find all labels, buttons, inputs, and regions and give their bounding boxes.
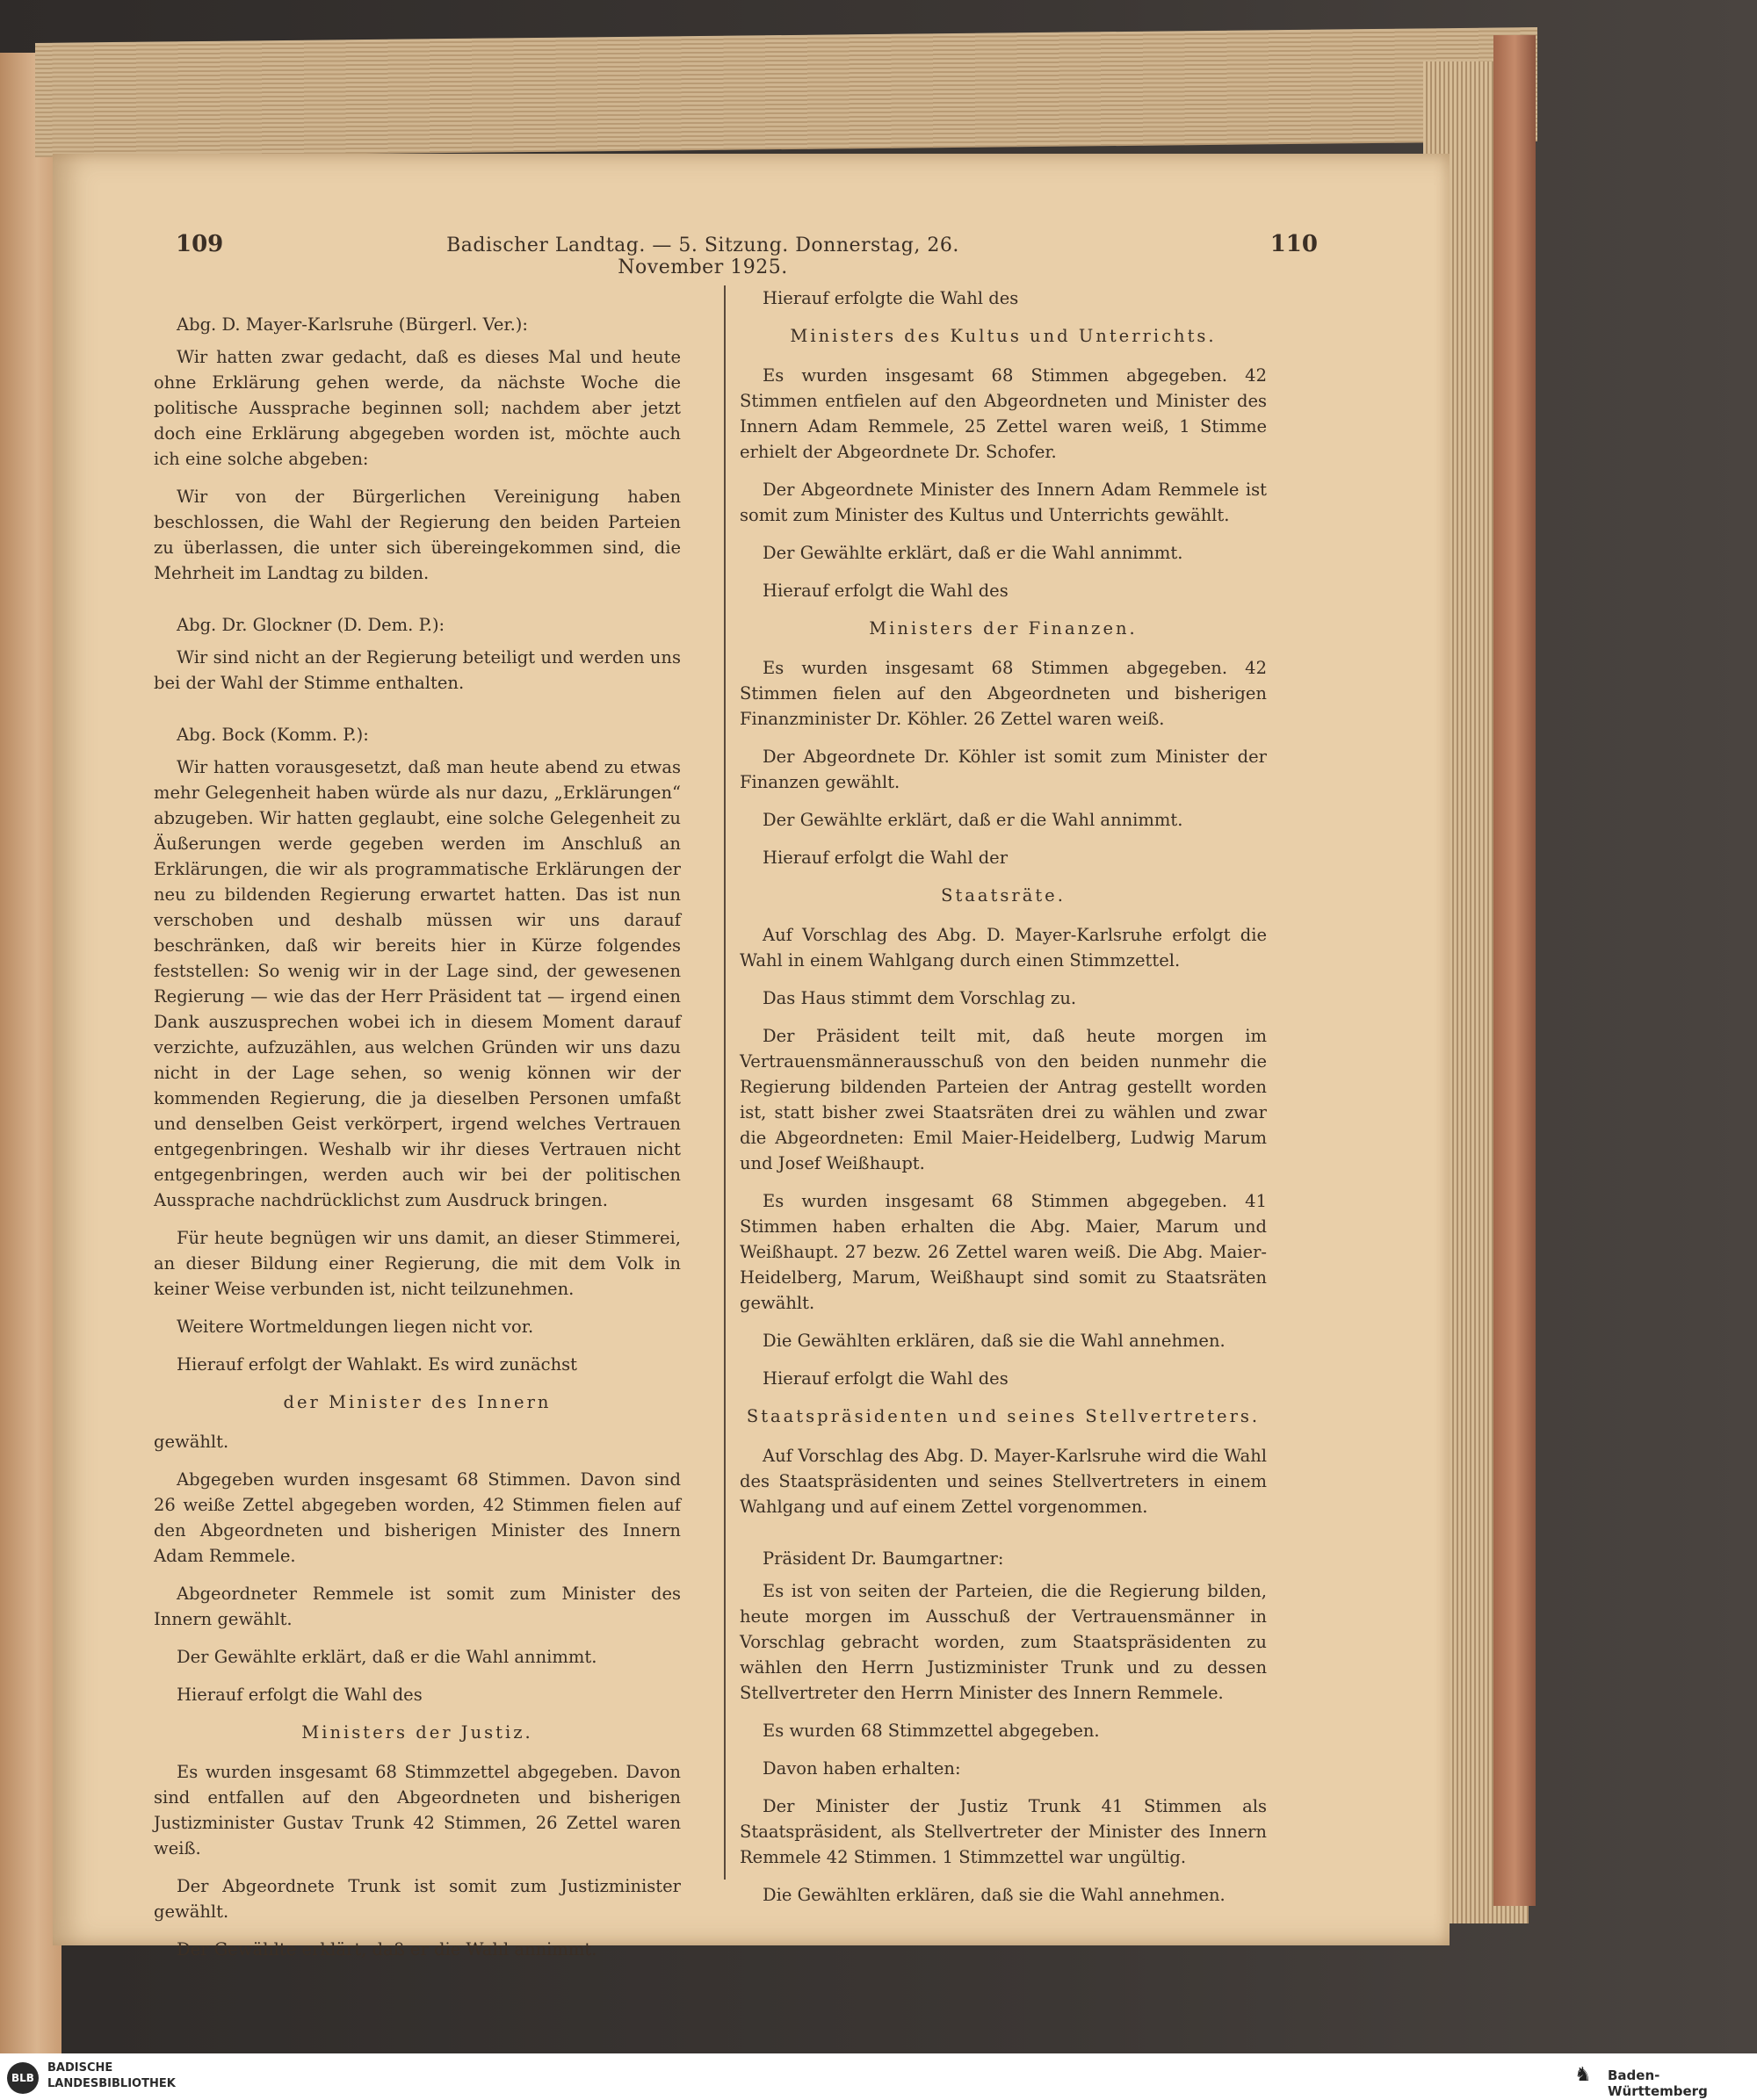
right-center: Ministers des Kultus und Unterrichts. xyxy=(790,326,1217,346)
right-para: Der Gewählte erklärt, daß er die Wahl annimmt. xyxy=(763,810,1183,830)
library-name[interactable] xyxy=(47,2060,176,2092)
left-para: Der Gewählte erklärt, daß er die Wahl annimmt. xyxy=(177,1647,597,1667)
right-para: Davon haben erhalten: xyxy=(763,1758,961,1779)
left-para: Wir von der Bürgerlichen Vereinigung haben beschlossen, die Wahl der Regierung den beiden Parteien zu überlassen, die unter sich übereingekommen sind, die Mehrheit im Landtag zu bilden. xyxy=(154,487,681,583)
right-para: Hierauf erfolgt die Wahl der xyxy=(763,848,1009,868)
left-para: Weitere Wortmeldungen liegen nicht vor. xyxy=(177,1317,534,1337)
left-para: Für heute begnügen wir uns damit, an dieser Stimmerei, an dieser Bildung einer Regierung, die mit dem Volk in keiner Weise verbunden ist, nicht teilzunehmen. xyxy=(154,1228,681,1299)
left-para: Es wurden insgesamt 68 Stimmzettel abgegeben. Davon sind entfallen auf den Abgeordneten und bisherigen Justizminister Gustav Trunk 42 Stimmen, 26 Zettel waren weiß. xyxy=(154,1762,681,1858)
right-para: Hierauf erfolgt die Wahl des xyxy=(763,581,1009,601)
left-para: Wir sind nicht an der Regierung beteiligt und werden uns bei der Wahl der Stimme enthalten. xyxy=(154,647,681,693)
right-para: Der Minister der Justiz Trunk 41 Stimmen als Staatspräsident, als Stellvertreter der Minister des Innern Remmele 42 Stimmen. 1 Stimmzettel war ungültig. xyxy=(740,1796,1267,1867)
state-crest-icon: ♞ xyxy=(1574,2064,1592,2086)
right-para: Der Präsident teilt mit, daß heute morgen im Vertrauensmännerausschuß von den beiden nunmehr die Regierung bildenden Parteien der Antrag gestellt worden ist, statt bisher zwei Staatsräten drei zu wählen und zwar die Abgeordneten: Emil Maier-Heidelberg, Ludwig Marum und Josef Weißhaupt. xyxy=(740,1026,1267,1173)
left-para: Wir hatten zwar gedacht, daß es dieses Mal und heute ohne Erklärung gehen werde, da nächste Woche die politische Aussprache beginnen soll; nachdem aber jetzt doch eine Erklärung abgegeben worden ist, möchte auch ich eine solche abgeben: xyxy=(154,347,681,469)
left-plain: gewählt. xyxy=(154,1432,229,1452)
left-para: Wir hatten vorausgesetzt, daß man heute abend zu etwas mehr Gelegenheit haben würde als nur dazu, „Erklärungen“ abzugeben. Wir hatten geglaubt, eine solche Gelegenheit zu Äußerungen werde gegeben werden im Anschluß an Erklärungen, die wir als programmatische Erklärungen der neu zu bildenden Regierung erwartet hatten. Das ist nun verschoben und deshalb müssen wir uns darauf beschränken, daß wir bereits hier in Kürze folgendes feststellen: So wenig wir in der Lage sind, der gewesenen Regierung — wie das der Herr Präsident tat — irgend einen Dank auszusprechen wobei ich in diesem Moment darauf verzichte, aufzuzählen, aus welchen Gründen wir uns dazu nicht in der Lage sehen, so wenig können wir der kommenden Regierung, die ja dieselben Personen umfaßt und denselben Geist verkörpert, irgend welches Vertrauen entgegenbringen. Weshalb wir ihr dieses Vertrauen nicht entgegenbringen, werden auch wir bei der politischen Aussprache nachdrücklichst zum Ausdruck bringen. xyxy=(154,757,681,1210)
page-number-right: 110 xyxy=(1269,231,1318,257)
left-speaker: Abg. D. Mayer-Karlsruhe (Bürgerl. Ver.): xyxy=(177,314,528,335)
left-speaker: Abg. Dr. Glockner (D. Dem. P.): xyxy=(177,615,445,635)
right-para: Es wurden 68 Stimmzettel abgegeben. xyxy=(763,1721,1100,1741)
right-para: Es ist von seiten der Parteien, die die Regierung bilden, heute morgen im Ausschuß der Vertrauensmänner in Vorschlag gebracht worden, zum Staatspräsidenten zu wählen den Herrn Justizminister Trunk und zu dessen Stellvertreter den Herrn Minister des Innern Remmele. xyxy=(740,1581,1267,1703)
left-para: Abgegeben wurden insgesamt 68 Stimmen. Davon sind 26 weiße Zettel abgegeben worden, 42 Stimmen fielen auf den Abgeordneten und bisherigen Minister des Innern Adam Remmele. xyxy=(154,1469,681,1566)
right-para: Die Gewählten erklären, daß sie die Wahl annehmen. xyxy=(763,1331,1226,1351)
left-column xyxy=(154,285,681,1974)
blb-logo[interactable]: BLB xyxy=(7,2062,39,2094)
running-title: Badischer Landtag. — 5. Sitzung. Donnerstag, 26. November 1925. xyxy=(446,235,959,278)
left-para: Der Abgeordnete Trunk ist somit zum Justizminister gewählt. xyxy=(154,1876,681,1922)
left-para: Hierauf erfolgt der Wahlakt. Es wird zunächst xyxy=(177,1354,577,1375)
right-para: Auf Vorschlag des Abg. D. Mayer-Karlsruhe erfolgt die Wahl in einem Wahlgang durch einen Stimmzettel. xyxy=(740,925,1267,971)
left-center: der Minister des Innern xyxy=(283,1392,552,1412)
page-edges-top xyxy=(35,27,1537,157)
library-name-line2: LANDESBIBLIOTHEK xyxy=(47,2077,176,2090)
left-para: Abgeordneter Remmele ist somit zum Minister des Innern gewählt. xyxy=(154,1584,681,1629)
right-para: Der Abgeordnete Minister des Innern Adam Remmele ist somit zum Minister des Kultus und Unterrichts gewählt. xyxy=(740,480,1267,525)
right-para: Auf Vorschlag des Abg. D. Mayer-Karlsruhe wird die Wahl des Staatspräsidenten und seines Stellvertreters in einem Wahlgang und auf einem Zettel vorgenommen. xyxy=(740,1446,1267,1517)
right-para: Der Abgeordnete Dr. Köhler ist somit zum Minister der Finanzen gewählt. xyxy=(740,747,1267,792)
library-name-line1: BADISCHE xyxy=(47,2061,113,2075)
right-center: Staatsräte. xyxy=(941,885,1066,906)
right-center: Ministers der Finanzen. xyxy=(869,618,1138,639)
left-para: Der Gewählte erklärt, daß er die Wahl annimmt. xyxy=(177,1939,597,1959)
page-header xyxy=(176,231,1318,278)
column-divider xyxy=(724,285,726,1880)
state-label[interactable]: Baden-Württemberg xyxy=(1608,2068,1708,2099)
right-para: Hierauf erfolgte die Wahl des xyxy=(763,288,1019,308)
right-column xyxy=(740,285,1267,1920)
right-center: Staatspräsidenten und seines Stellvertreters. xyxy=(746,1406,1261,1426)
right-para: Die Gewählten erklären, daß sie die Wahl annehmen. xyxy=(763,1885,1226,1905)
right-speaker: Präsident Dr. Baumgartner: xyxy=(763,1548,1004,1569)
right-para: Es wurden insgesamt 68 Stimmen abgegeben. 41 Stimmen haben erhalten die Abg. Maier, Marum und Weißhaupt. 27 bezw. 26 Zettel waren weiß. Die Abg. Maier-Heidelberg, Marum, Weißhaupt sind somit zu Staatsräten gewählt. xyxy=(740,1191,1267,1313)
book-binding xyxy=(1493,35,1536,1906)
right-para: Das Haus stimmt dem Vorschlag zu. xyxy=(763,988,1077,1008)
right-para: Hierauf erfolgt die Wahl des xyxy=(763,1368,1009,1389)
right-para: Es wurden insgesamt 68 Stimmen abgegeben. 42 Stimmen entfielen auf den Abgeordneten und Minister des Innern Adam Remmele, 25 Zettel waren weiß, 1 Stimme erhielt der Abgeordnete Dr. Schofer. xyxy=(740,365,1267,462)
footer-bar xyxy=(0,2053,1757,2100)
left-center: Ministers der Justiz. xyxy=(301,1722,533,1743)
left-speaker: Abg. Bock (Komm. P.): xyxy=(177,725,369,745)
right-para: Es wurden insgesamt 68 Stimmen abgegeben. 42 Stimmen fielen auf den Abgeordneten und bisherigen Finanzminister Dr. Köhler. 26 Zettel waren weiß. xyxy=(740,658,1267,729)
right-para: Der Gewählte erklärt, daß er die Wahl annimmt. xyxy=(763,543,1183,563)
page-number-left: 109 xyxy=(176,231,224,257)
book-page xyxy=(53,154,1450,1959)
left-para: Hierauf erfolgt die Wahl des xyxy=(177,1685,423,1705)
